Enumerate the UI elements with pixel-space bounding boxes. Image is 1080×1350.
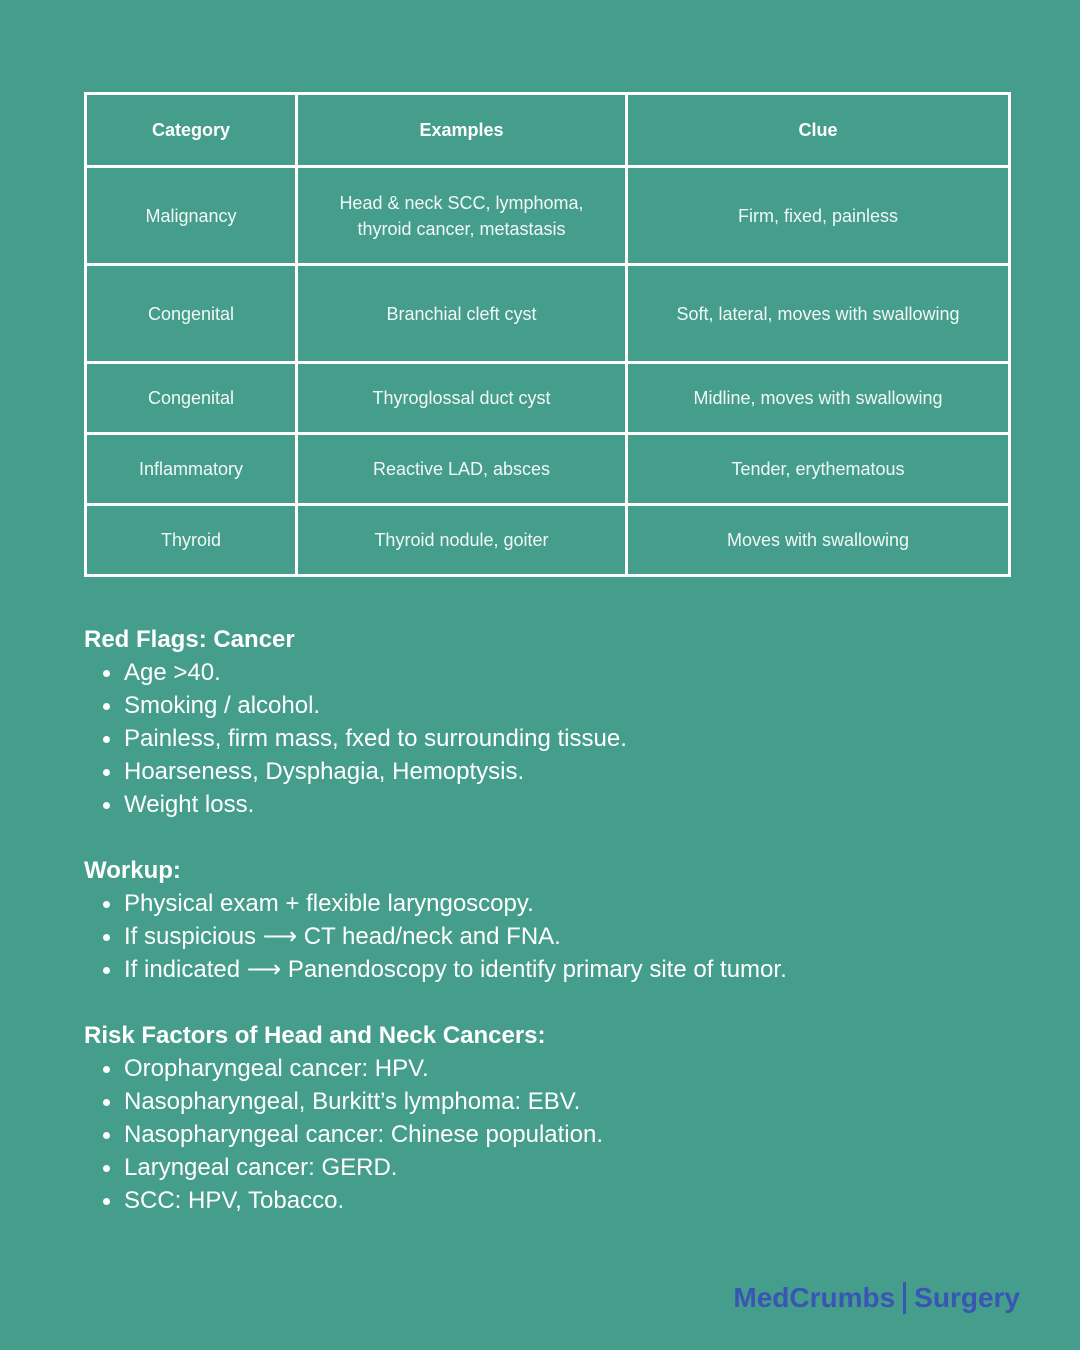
table-row bbox=[86, 434, 1010, 505]
risk-factors-list bbox=[84, 1052, 1044, 1217]
list-item: Nasopharyngeal cancer: Chinese population. bbox=[84, 1118, 1044, 1151]
brand-divider bbox=[903, 1282, 906, 1314]
header-clue: Clue bbox=[627, 94, 1010, 167]
list-item: Smoking / alcohol. bbox=[84, 689, 1044, 722]
list-item: If indicated ⟶ Panendoscopy to identify primary site of tumor. bbox=[84, 953, 1044, 986]
cell-examples bbox=[297, 167, 627, 265]
list-item: Oropharyngeal cancer: HPV. bbox=[84, 1052, 1044, 1085]
brand-logo bbox=[733, 1282, 1020, 1314]
differential-table-container bbox=[84, 92, 1008, 577]
cell-examples: Branchial cleft cyst bbox=[297, 265, 627, 363]
table-row bbox=[86, 167, 1010, 265]
cell-clue: Soft, lateral, moves with swallowing bbox=[627, 265, 1010, 363]
cell-clue: Firm, fixed, painless bbox=[627, 167, 1010, 265]
workup-list bbox=[84, 887, 1044, 986]
cell-clue: Moves with swallowing bbox=[627, 505, 1010, 576]
header-examples: Examples bbox=[297, 94, 627, 167]
cell-examples: Reactive LAD, absces bbox=[297, 434, 627, 505]
cell-examples: Thyroglossal duct cyst bbox=[297, 363, 627, 434]
list-item: SCC: HPV, Tobacco. bbox=[84, 1184, 1044, 1217]
risk-factors-section bbox=[84, 1020, 1044, 1217]
list-item: Painless, firm mass, fxed to surrounding tissue. bbox=[84, 722, 1044, 755]
cell-category: Congenital bbox=[86, 265, 297, 363]
cell-category: Congenital bbox=[86, 363, 297, 434]
list-item: Age >40. bbox=[84, 656, 1044, 689]
list-item: Weight loss. bbox=[84, 788, 1044, 821]
cell-clue: Tender, erythematous bbox=[627, 434, 1010, 505]
table-row bbox=[86, 363, 1010, 434]
workup-title: Workup: bbox=[84, 857, 181, 884]
table-header-row bbox=[86, 94, 1010, 167]
cell-category: Thyroid bbox=[86, 505, 297, 576]
list-item: Hoarseness, Dysphagia, Hemoptysis. bbox=[84, 755, 1044, 788]
red-flags-list bbox=[84, 656, 1044, 821]
list-item: If suspicious ⟶ CT head/neck and FNA. bbox=[84, 920, 1044, 953]
list-item: Physical exam + flexible laryngoscopy. bbox=[84, 887, 1044, 920]
red-flags-title: Red Flags: Cancer bbox=[84, 626, 295, 653]
table-row bbox=[86, 505, 1010, 576]
risk-factors-title: Risk Factors of Head and Neck Cancers: bbox=[84, 1022, 546, 1049]
cell-examples-text: Head & neck SCC, lymphoma, thyroid cancer, metastasis bbox=[339, 192, 584, 239]
list-item: Laryngeal cancer: GERD. bbox=[84, 1151, 1044, 1184]
cell-category: Inflammatory bbox=[86, 434, 297, 505]
table-row bbox=[86, 265, 1010, 363]
brand-section: Surgery bbox=[914, 1282, 1020, 1313]
brand-name: MedCrumbs bbox=[733, 1282, 896, 1313]
red-flags-section bbox=[84, 624, 1044, 821]
cell-examples: Thyroid nodule, goiter bbox=[297, 505, 627, 576]
cell-category: Malignancy bbox=[86, 167, 297, 265]
header-category: Category bbox=[86, 94, 297, 167]
workup-section bbox=[84, 855, 1044, 986]
differential-table bbox=[84, 92, 1011, 577]
cell-clue: Midline, moves with swallowing bbox=[627, 363, 1010, 434]
list-item: Nasopharyngeal, Burkitt’s lymphoma: EBV. bbox=[84, 1085, 1044, 1118]
